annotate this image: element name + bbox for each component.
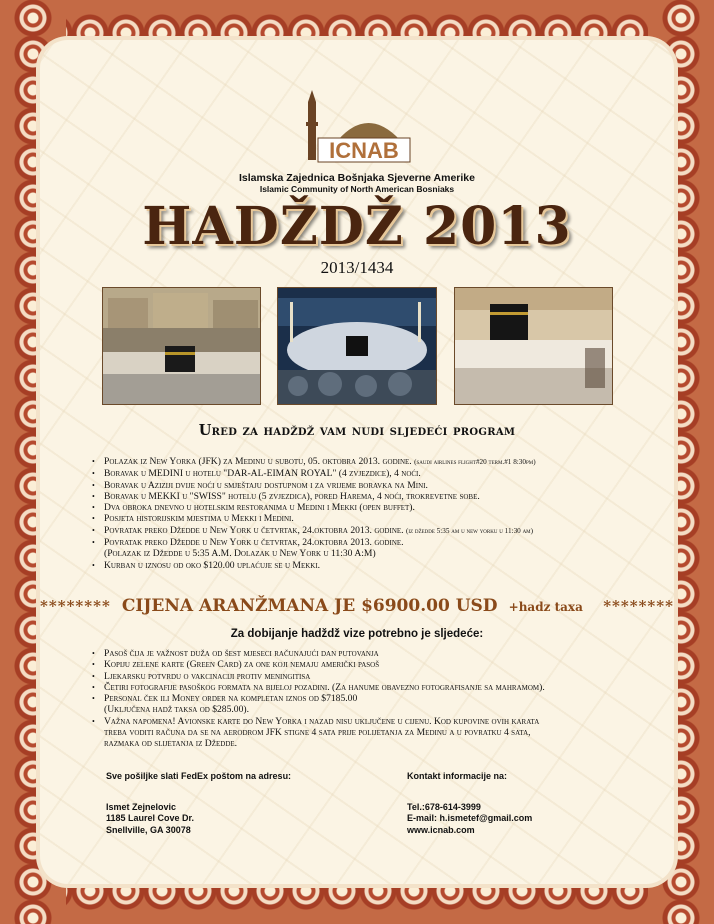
contact-info — [407, 771, 532, 836]
org-name-english: Islamic Community of North American Bosniaks — [259, 184, 455, 194]
list-item: • Kurban u iznosu od oko $120.00 uplaćuje se u Mekki. — [92, 560, 662, 571]
page-title: HADŽDŽ 2013 — [142, 196, 572, 257]
price-stars-right: ******** — [603, 597, 674, 615]
list-item: • Boravak u MEKKI u "SWISS" hotelu (5 zvjezdica), pored Harema, 4 noći, trokrevetne sobe. — [92, 491, 662, 502]
price-label: CIJENA ARANŽMANA JE $6900.00 USD — [121, 596, 498, 616]
price-tax: +hadz taxa — [508, 600, 583, 614]
visa-requirements-list — [92, 648, 667, 750]
shipping-address — [106, 771, 291, 836]
list-item: • Povratak preko Džedde u New York u četvrtak, 24.oktobra 2013. godine. — [92, 537, 662, 548]
list-item: • Ljekarsku potvrdu o vakcinaciji protiv meningitisa — [92, 671, 667, 682]
contact-phone: Tel.:678-614-3999 — [407, 801, 481, 812]
list-item: • Posjeta historijskim mjestima u Mekki i Medini. — [92, 513, 662, 524]
list-item: • Polazak iz New Yorka (JFK) za Medinu u subotu, 05. oktobra 2013. godine. (saudi airlines flight#20 term.#1 8:30pm) — [92, 456, 662, 468]
contact-name: Ismet Zejnelovic — [106, 801, 177, 812]
list-item: • Kopiju zelene karte (Green Card) za one koji nemaju američki pasoš — [92, 659, 667, 670]
price-banner — [0, 596, 714, 616]
org-name-bosnian: Islamska Zajednica Bošnjaka Sjeverne Amerike — [239, 172, 475, 184]
list-item: • Povratak preko Džedde u New York u četvrtak, 24.oktobra 2013. godine. (iz džedde 5:35 am u new yorku u 11:30 am) — [92, 525, 662, 537]
photo-mecca-day — [102, 287, 261, 405]
list-item: • Boravak u Aziziji dvije noći u smještaju dostupnom i za vrijeme boravka na Mini. — [92, 480, 662, 491]
list-item: • Dva obroka dnevno u hotelskim restoranima u Medini i Mekki (open buffet). — [92, 502, 662, 513]
visa-heading: Za dobijanje hadždž vize potrebno je sljedeće: — [230, 628, 484, 640]
price-stars-left: ******** — [40, 597, 111, 615]
address-city: Snellville, GA 30078 — [106, 824, 191, 835]
important-note-line: treba voditi računa da se na aerodrom JFK stigne 4 sata prije polijetanja za Medinu a u povratku 4 sata, — [104, 727, 531, 739]
contact-email: E-mail: h.ismetef@gmail.com — [407, 813, 533, 823]
page-subtitle: 2013/1434 — [320, 258, 394, 277]
photo-mecca-night — [277, 287, 437, 405]
icnab-logo — [298, 88, 418, 170]
list-item: • Boravak u MEDINI u hotelu "DAR-AL-EIMAN ROYAL" (4 zvjezdice), 4 noći. — [92, 468, 662, 479]
photo-kaaba-crowd — [454, 287, 613, 405]
list-item-continuation: (Uključena hadž taksa od $285.00). — [104, 704, 249, 716]
list-item-continuation: (Polazak iz Džedde u 5:35 A.M. Dolazak u New York u 11:30 A:M) — [104, 548, 376, 560]
list-item: • Četiri fotografije pasoškog formata na bijeloj pozadini. (Za hanume obavezno fotografisanje sa mahramom). — [92, 682, 667, 693]
address-street: 1185 Laurel Cove Dr. — [106, 813, 195, 823]
important-note: • Važna napomena! Avionske karte do New Yorka i nazad nisu uključene u cijenu. Kod kupovine ovih karata — [92, 716, 667, 727]
list-item: • Pasoš čija je važnost duža od šest mjeseci računajući dan putovanja — [92, 648, 667, 659]
program-heading: Ured za hadždž vam nudi sljedeći program — [198, 422, 516, 439]
program-list — [92, 456, 662, 571]
shipping-heading: Sve pošiljke slati FedEx poštom na adresu: — [106, 771, 292, 781]
list-item: • Personal ček ili Money order na kompletan iznos od $7185.00 — [92, 693, 667, 704]
contact-heading: Kontakt informacije na: — [407, 771, 508, 781]
important-note-line: razmaka od slijetanja iz Džedde. — [104, 738, 238, 750]
logo-text: ICNAB — [329, 138, 399, 163]
contact-website: www.icnab.com — [407, 824, 475, 835]
